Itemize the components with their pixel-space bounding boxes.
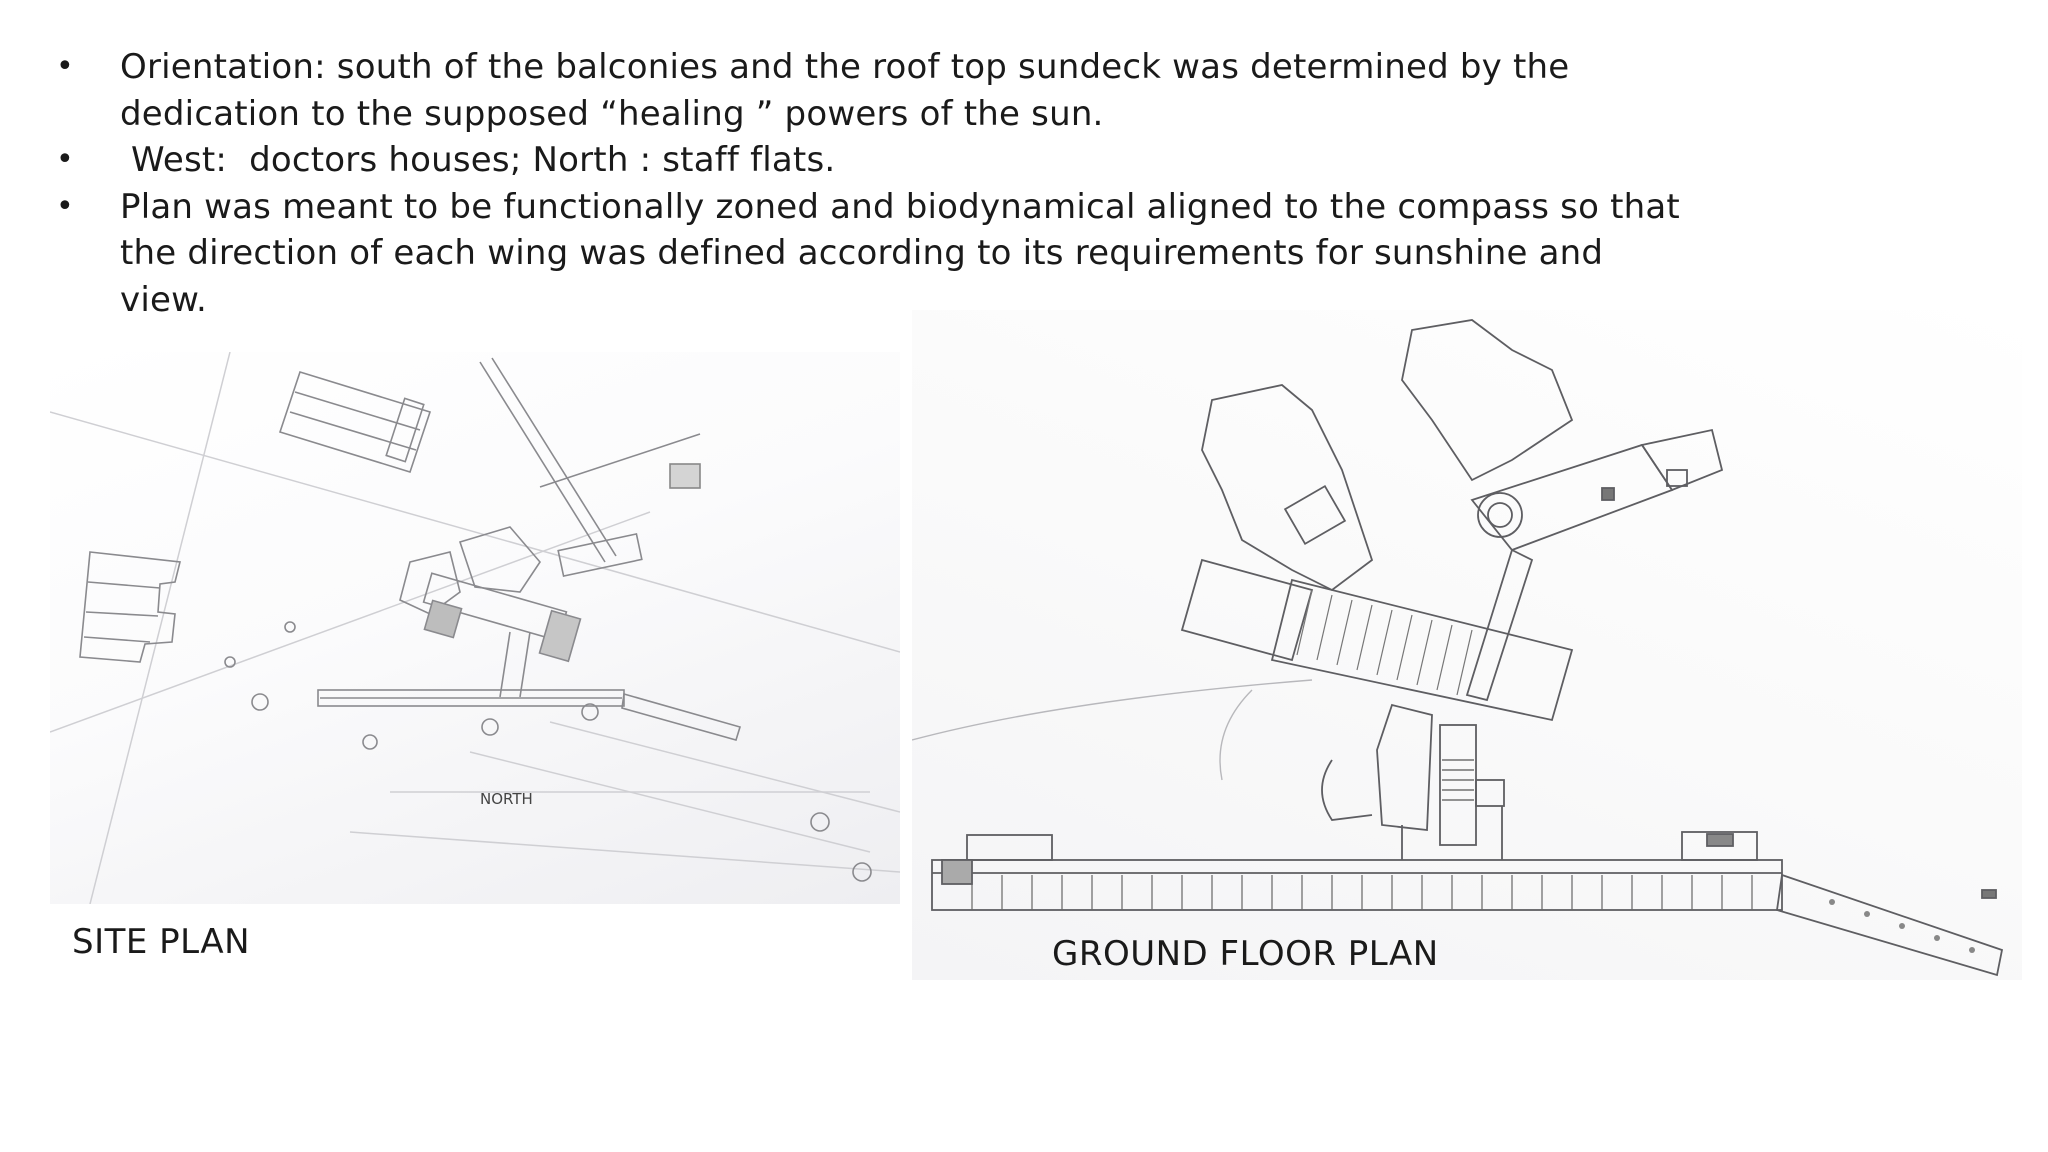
bullet-item-plan-zoning [52,184,2012,324]
bullet-line: West: doctors houses; North : staff flats. [120,140,836,180]
ground-floor-plan-drawing [912,310,2022,980]
bullet-line: Orientation: south of the balconies and the roof top sundeck was determined by the [120,47,1570,87]
bullet-dot: • [56,142,74,177]
bullet-line: dedication to the supposed “healing ” powers of the sun. [120,93,1104,134]
bullet-item-orientation [52,44,2012,137]
ground-floor-plan-image [912,310,2022,980]
site-plan-image [50,352,900,904]
site-plan-drawing [50,352,900,904]
bullet-line: Plan was meant to be functionally zoned and biodynamical aligned to the compass so that [120,186,1680,227]
bullet-item-west-north [52,137,2012,184]
bullet-line: view. [120,279,207,320]
bullet-dot: • [56,188,74,224]
bullet-list [52,44,2012,323]
north-label: NORTH [480,790,533,808]
bullet-line: the direction of each wing was defined according to its requirements for sunshine and [120,233,1604,273]
bullet-dot: • [56,49,74,84]
ground-floor-plan-caption: GROUND FLOOR PLAN [1052,934,1439,974]
site-plan-caption: SITE PLAN [72,922,251,962]
